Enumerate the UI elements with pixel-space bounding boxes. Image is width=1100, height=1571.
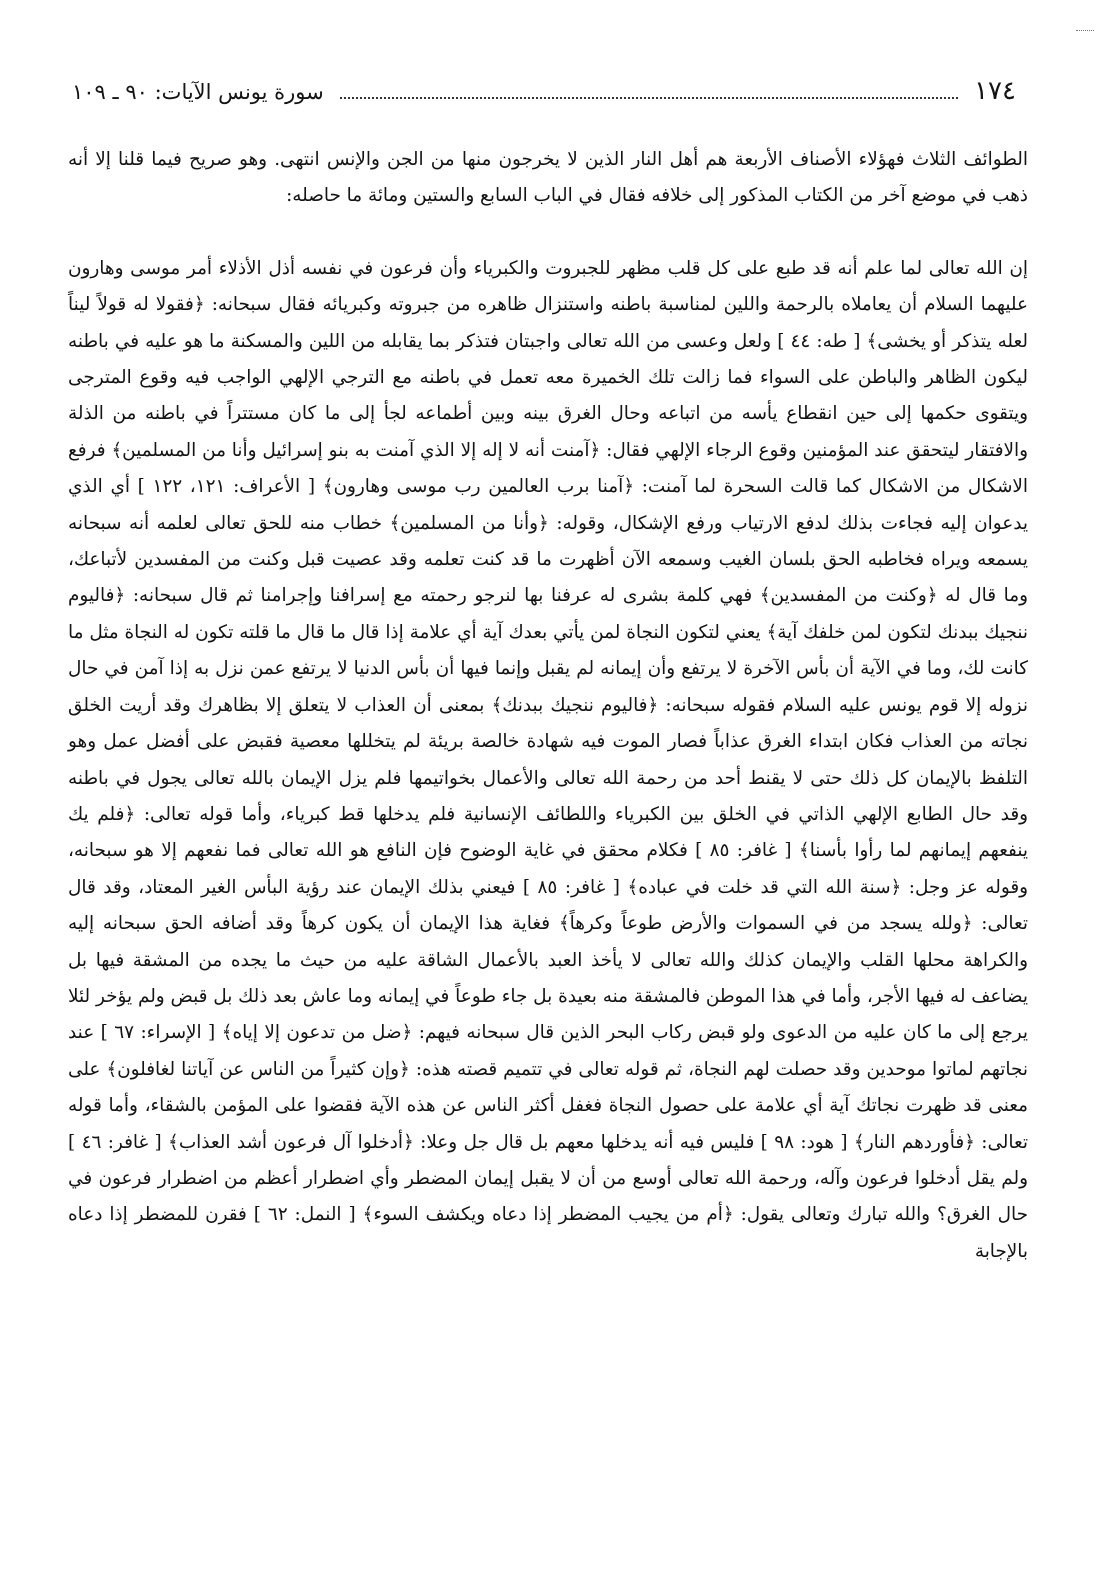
page-body (68, 142, 1028, 1270)
page-number: ١٧٤ (974, 76, 1016, 106)
paragraph-gap (68, 215, 1028, 251)
running-header (68, 40, 1028, 136)
paragraph: إن الله تعالى لما علم أنه قد طبع على كل قلب مظهر للجبروت والكبرياء وأن فرعون في نفسه أذل الأذلاء أمر موسى وهارون عليهما السلام أن يعاملاه بالرحمة واللين لمناسبة باطنه واستنزال ظاهره من جبروته وكبريائه فقال سبحانه: ﴿فقولا له قولاً ليناً لعله يتذكر أو يخشى﴾ [ طه: ٤٤ ] ولعل وعسى من الله تعالى واجبتان فتذكر بما يقابله من اللين والمسكنة ما هو عليه في باطنه ليكون الظاهر والباطن على السواء فما زالت تلك الخميرة معه تعمل في باطنه مع الترجي الإلهي الواجب فيه وقوع المترجى ويتقوى حكمها إلى حين انقطاع يأسه من اتباعه وحال الغرق بينه وبين أطماعه لجأ إلى ما كان مستتراً في باطنه من الذلة والافتقار ليتحقق عند المؤمنين وقوع الرجاء الإلهي فقال: ﴿آمنت أنه لا إله إلا الذي آمنت به بنو إسرائيل وأنا من المسلمين﴾ فرفع الاشكال من الاشكال كما قالت السحرة لما آمنت: ﴿آمنا برب العالمين رب موسى وهارون﴾ [ الأعراف: ١٢١، ١٢٢ ] أي الذي يدعوان إليه فجاءت بذلك لدفع الارتياب ورفع الإشكال، وقوله: ﴿وأنا من المسلمين﴾ خطاب منه للحق تعالى لعلمه أنه سبحانه يسمعه ويراه فخاطبه الحق بلسان الغيب وسمعه الآن أظهرت ما قد كنت تعلمه وقد عصيت قبل وكنت من المفسدين لأتباعك، وما قال له ﴿وكنت من المفسدين﴾ فهي كلمة بشرى له عرفنا بها لنرجو رحمته مع إسرافنا وإجرامنا ثم قال سبحانه: ﴿فاليوم ننجيك ببدنك لتكون لمن خلفك آية﴾ يعني لتكون النجاة لمن يأتي بعدك آية أي علامة إذا قال ما قال ما قلته تكون له النجاة مثل ما كانت لك، وما في الآية أن بأس الآخرة لا يرتفع وأن إيمانه لم يقبل وإنما فيها أن بأس الدنيا لا يرتفع عمن نزل به إذا آمن في حال نزوله إلا قوم يونس عليه السلام فقوله سبحانه: ﴿فاليوم ننجيك ببدنك﴾ بمعنى أن العذاب لا يتعلق إلا بظاهرك وقد أريت الخلق نجاته من العذاب فكان ابتداء الغرق عذاباً فصار الموت فيه شهادة خالصة بريئة لم يتخللها معصية فقبض على أفضل عمل وهو التلفظ بالإيمان كل ذلك حتى لا يقنط أحد من رحمة الله تعالى والأعمال بخواتيمها فلم يزل الإيمان بالله تعالى يجول في باطنه وقد حال الطابع الإلهي الذاتي في الخلق بين الكبرياء واللطائف الإنسانية فلم يدخلها قط كبرياء، وأما قوله تعالى: ﴿فلم يك ينفعهم إيمانهم لما رأوا بأسنا﴾ [ غافر: ٨٥ ] فكلام محقق في غاية الوضوح فإن النافع هو الله تعالى فما نفعهم إلا هو سبحانه، وقوله عز وجل: ﴿سنة الله التي قد خلت في عباده﴾ [ غافر: ٨٥ ] فيعني بذلك الإيمان عند رؤية البأس الغير المعتاد، وقد قال تعالى: ﴿ولله يسجد من في السموات والأرض طوعاً وكرهاً﴾ فغاية هذا الإيمان أن يكون كرهاً وقد أضافه الحق سبحانه إليه والكراهة محلها القلب والإيمان كذلك والله تعالى لا يأخذ العبد بالأعمال الشاقة عليه من حيث ما يجده من المشقة فيها بل يضاعف له فيها الأجر، وأما في هذا الموطن فالمشقة منه بعيدة بل جاء طوعاً في إيمانه وما عاش بعد ذلك بل قبض ولم يؤخر لئلا يرجع إلى ما كان عليه من الدعوى ولو قبض ركاب البحر الذين قال سبحانه فيهم: ﴿ضل من تدعون إلا إياه﴾ [ الإسراء: ٦٧ ] عند نجاتهم لماتوا موحدين وقد حصلت لهم النجاة، ثم قوله تعالى في تتميم قصته هذه: ﴿وإن كثيراً من الناس عن آياتنا لغافلون﴾ على معنى قد ظهرت نجاتك آية أي علامة على حصول النجاة فغفل أكثر الناس عن هذه الآية فقضوا على المؤمن بالشقاء، وأما قوله تعالى: ﴿فأوردهم النار﴾ [ هود: ٩٨ ] فليس فيه أنه يدخلها معهم بل قال جل وعلا: ﴿أدخلوا آل فرعون أشد العذاب﴾ [ غافر: ٤٦ ] ولم يقل أدخلوا فرعون وآله، ورحمة الله تعالى أوسع من أن لا يقبل إيمان المضطر وأي اضطرار أعظم من اضطرار فرعون في حال الغرق؟ والله تبارك وتعالى يقول: ﴿أم من يجيب المضطر إذا دعاه ويكشف السوء﴾ [ النمل: ٦٢ ] فقرن للمضطر إذا دعاه بالإجابة (68, 257, 1029, 1262)
paragraph: الطوائف الثلاث فهؤلاء الأصناف الأربعة هم أهل النار الذين لا يخرجون منها من الجن والإنس انتهى. وهو صريح فيما قلنا إلا أنه ذهب في موضع آخر من الكتاب المذكور إلى خلافه فقال في الباب السابع والستين ومائة ما حاصله: (68, 149, 1028, 207)
book-page (68, 40, 1028, 1540)
scan-mark (1076, 30, 1094, 33)
dot-leader (340, 96, 958, 99)
running-title: سورة يونس الآيات: ٩٠ ـ ١٠٩ (72, 80, 324, 104)
